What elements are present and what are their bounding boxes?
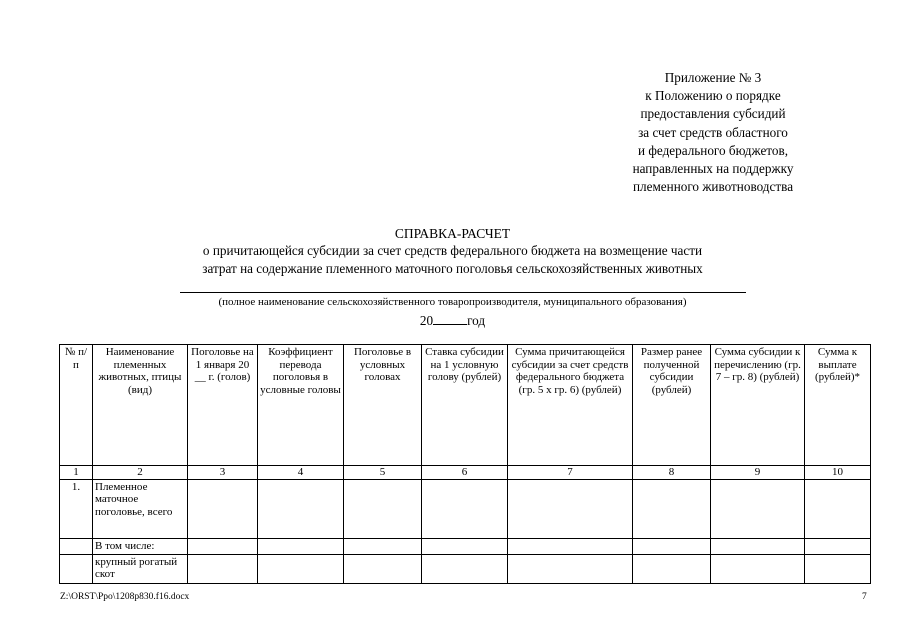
empty-cell xyxy=(633,479,711,538)
year-suffix: год xyxy=(467,313,486,328)
column-number-cell: 9 xyxy=(711,466,805,480)
subsidy-table xyxy=(59,344,871,584)
table-header-cell: Поголовье в условных головах xyxy=(344,345,422,466)
table-header-cell: Сумма субсидии к перечислению (гр. 7 – гр. 8) (рублей) xyxy=(711,345,805,466)
column-number-cell: 1 xyxy=(60,466,93,480)
empty-cell xyxy=(188,554,258,583)
empty-cell xyxy=(258,554,344,583)
table-header-row xyxy=(60,345,871,466)
row-number-cell xyxy=(60,554,93,583)
empty-cell xyxy=(258,538,344,554)
empty-cell xyxy=(344,479,422,538)
empty-cell xyxy=(805,554,871,583)
table-header-cell: Коэффициент перевода поголовья в условные головы xyxy=(258,345,344,466)
table-header-cell: № п/п xyxy=(60,345,93,466)
row-name-cell: крупный рогатый скот xyxy=(93,554,188,583)
column-number-cell: 10 xyxy=(805,466,871,480)
row-name-cell: В том числе: xyxy=(93,538,188,554)
empty-cell xyxy=(344,538,422,554)
year-blank xyxy=(433,312,467,325)
footer-file-path: Z:\ORST\Ppo\1208p830.f16.docx xyxy=(60,592,190,602)
empty-cell xyxy=(422,538,508,554)
column-number-cell: 2 xyxy=(93,466,188,480)
empty-cell xyxy=(711,554,805,583)
row-name-cell: Племенное маточное поголовье, всего xyxy=(93,479,188,538)
table-row xyxy=(60,538,871,554)
appendix-line: за счет средств областного xyxy=(638,124,788,140)
appendix-line: Приложение № 3 xyxy=(664,70,762,85)
column-number-cell: 3 xyxy=(188,466,258,480)
year-line xyxy=(0,312,905,329)
empty-cell xyxy=(344,554,422,583)
column-number-cell: 6 xyxy=(422,466,508,480)
table-header-cell: Сумма к выплате (рублей)* xyxy=(805,345,871,466)
row-number-cell xyxy=(60,538,93,554)
empty-cell xyxy=(633,554,711,583)
table-header-cell: Поголовье на 1 января 20 __ г. (голов) xyxy=(188,345,258,466)
row-number-cell: 1. xyxy=(60,479,93,538)
table-header-cell: Ставка субсидии на 1 условную голову (рублей) xyxy=(422,345,508,466)
empty-cell xyxy=(422,479,508,538)
empty-cell xyxy=(805,538,871,554)
column-number-row xyxy=(60,466,871,480)
organization-name-caption: (полное наименование сельскохозяйственного товаропроизводителя, муниципального образования) xyxy=(218,296,687,308)
empty-cell xyxy=(508,554,633,583)
empty-cell xyxy=(508,538,633,554)
year-prefix: 20 xyxy=(419,313,434,328)
table-header-cell: Сумма причитающейся субсидии за счет средств федерального бюджета (гр. 5 х гр. 6) (рублей) xyxy=(508,345,633,466)
empty-cell xyxy=(258,479,344,538)
empty-cell xyxy=(711,479,805,538)
empty-cell xyxy=(188,479,258,538)
footer-page-number: 7 xyxy=(862,592,867,602)
appendix-line: и федерального бюджетов, xyxy=(637,142,789,158)
appendix-line: племенного животноводства xyxy=(632,179,794,195)
document-heading: СПРАВКА-РАСЧЕТ xyxy=(394,226,511,241)
document-subtitle-line-1: о причитающейся субсидии за счет средств федерального бюджета на возмещение части xyxy=(202,243,703,258)
column-number-cell: 4 xyxy=(258,466,344,480)
appendix-line: направленных на поддержку xyxy=(632,161,794,177)
empty-cell xyxy=(188,538,258,554)
empty-cell xyxy=(633,538,711,554)
appendix-line: предоставления субсидий xyxy=(640,106,786,122)
column-number-cell: 7 xyxy=(508,466,633,480)
table-row xyxy=(60,479,871,538)
table-header-cell: Размер ранее полученной субсидии (рублей) xyxy=(633,345,711,466)
empty-cell xyxy=(508,479,633,538)
column-number-cell: 8 xyxy=(633,466,711,480)
column-number-cell: 5 xyxy=(344,466,422,480)
empty-cell xyxy=(805,479,871,538)
document-subtitle-line-2: затрат на содержание племенного маточного поголовья сельскохозяйственных животных xyxy=(202,261,703,276)
appendix-block xyxy=(583,69,843,196)
empty-cell xyxy=(711,538,805,554)
table-row xyxy=(60,554,871,583)
empty-cell xyxy=(422,554,508,583)
appendix-line: к Положению о порядке xyxy=(645,88,781,104)
organization-name-blank xyxy=(180,292,746,293)
table-header-cell: Наименование племенных животных, птицы (вид) xyxy=(93,345,188,466)
